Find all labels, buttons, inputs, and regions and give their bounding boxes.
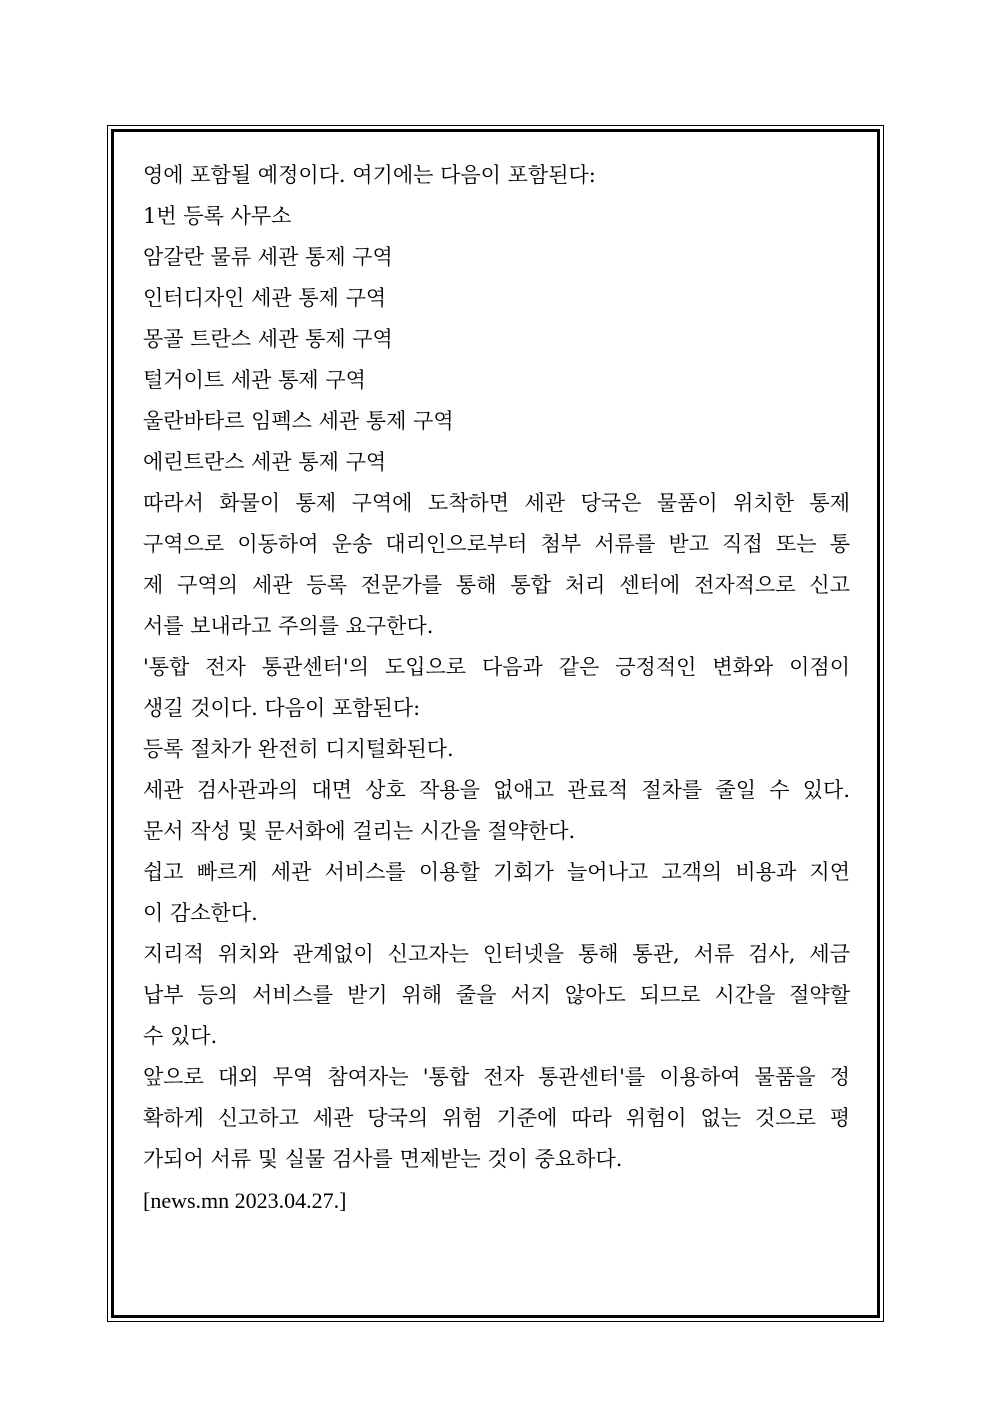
text-line: 영에 포함될 예정이다. 여기에는 다음이 포함된다: <box>143 163 596 187</box>
benefit-line: 지리적 위치와 관계없이 신고자는 인터넷을 통해 통관, 서류 검사, 세금 <box>143 942 850 966</box>
benefit-line: 이 감소한다. <box>143 901 258 925</box>
benefit-line: 수 있다. <box>143 1024 218 1048</box>
benefit-line: 납부 등의 서비스를 받기 위해 줄을 서지 않아도 되므로 시간을 절약할 <box>143 983 850 1007</box>
list-item-zone: 몽골 트란스 세관 통제 구역 <box>143 327 393 351</box>
paragraph-line: 확하게 신고하고 세관 당국의 위험 기준에 따라 위험이 없는 것으로 평 <box>143 1106 850 1130</box>
paragraph-line: '통합 전자 통관센터'의 도입으로 다음과 같은 긍정적인 변화와 이점이 <box>143 655 850 679</box>
source-citation: [news.mn 2023.04.27.] <box>143 1188 347 1213</box>
paragraph-line: 따라서 화물이 통제 구역에 도착하면 세관 당국은 물품이 위치한 통제 <box>143 491 850 515</box>
paragraph-line: 가되어 서류 및 실물 검사를 면제받는 것이 중요하다. <box>143 1147 623 1171</box>
benefit-line: 문서 작성 및 문서화에 걸리는 시간을 절약한다. <box>143 819 576 843</box>
paragraph-line: 생길 것이다. 다음이 포함된다: <box>143 696 421 720</box>
list-item-zone: 인터디자인 세관 통제 구역 <box>143 286 387 310</box>
benefit-line: 쉽고 빠르게 세관 서비스를 이용할 기회가 늘어나고 고객의 비용과 지연 <box>143 860 850 884</box>
paragraph-line: 구역으로 이동하여 운송 대리인으로부터 첨부 서류를 받고 직접 또는 통 <box>143 532 850 556</box>
list-item-zone: 에린트란스 세관 통제 구역 <box>143 450 387 474</box>
benefit-line: 세관 검사관과의 대면 상호 작용을 없애고 관료적 절차를 줄일 수 있다. <box>143 778 850 802</box>
list-item-zone: 털거이트 세관 통제 구역 <box>143 368 366 392</box>
benefit-line: 등록 절차가 완전히 디지털화된다. <box>143 737 454 761</box>
paragraph-line: 서를 보내라고 주의를 요구한다. <box>143 614 434 638</box>
document-body <box>143 155 850 1221</box>
list-item-zone: 울란바타르 임펙스 세관 통제 구역 <box>143 409 454 433</box>
list-item-registration-office: 1번 등록 사무소 <box>143 204 292 228</box>
list-item-zone: 암갈란 물류 세관 통제 구역 <box>143 245 393 269</box>
paragraph-line: 제 구역의 세관 등록 전문가를 통해 통합 처리 센터에 전자적으로 신고 <box>143 573 850 597</box>
paragraph-line: 앞으로 대외 무역 참여자는 '통합 전자 통관센터'를 이용하여 물품을 정 <box>143 1065 850 1089</box>
